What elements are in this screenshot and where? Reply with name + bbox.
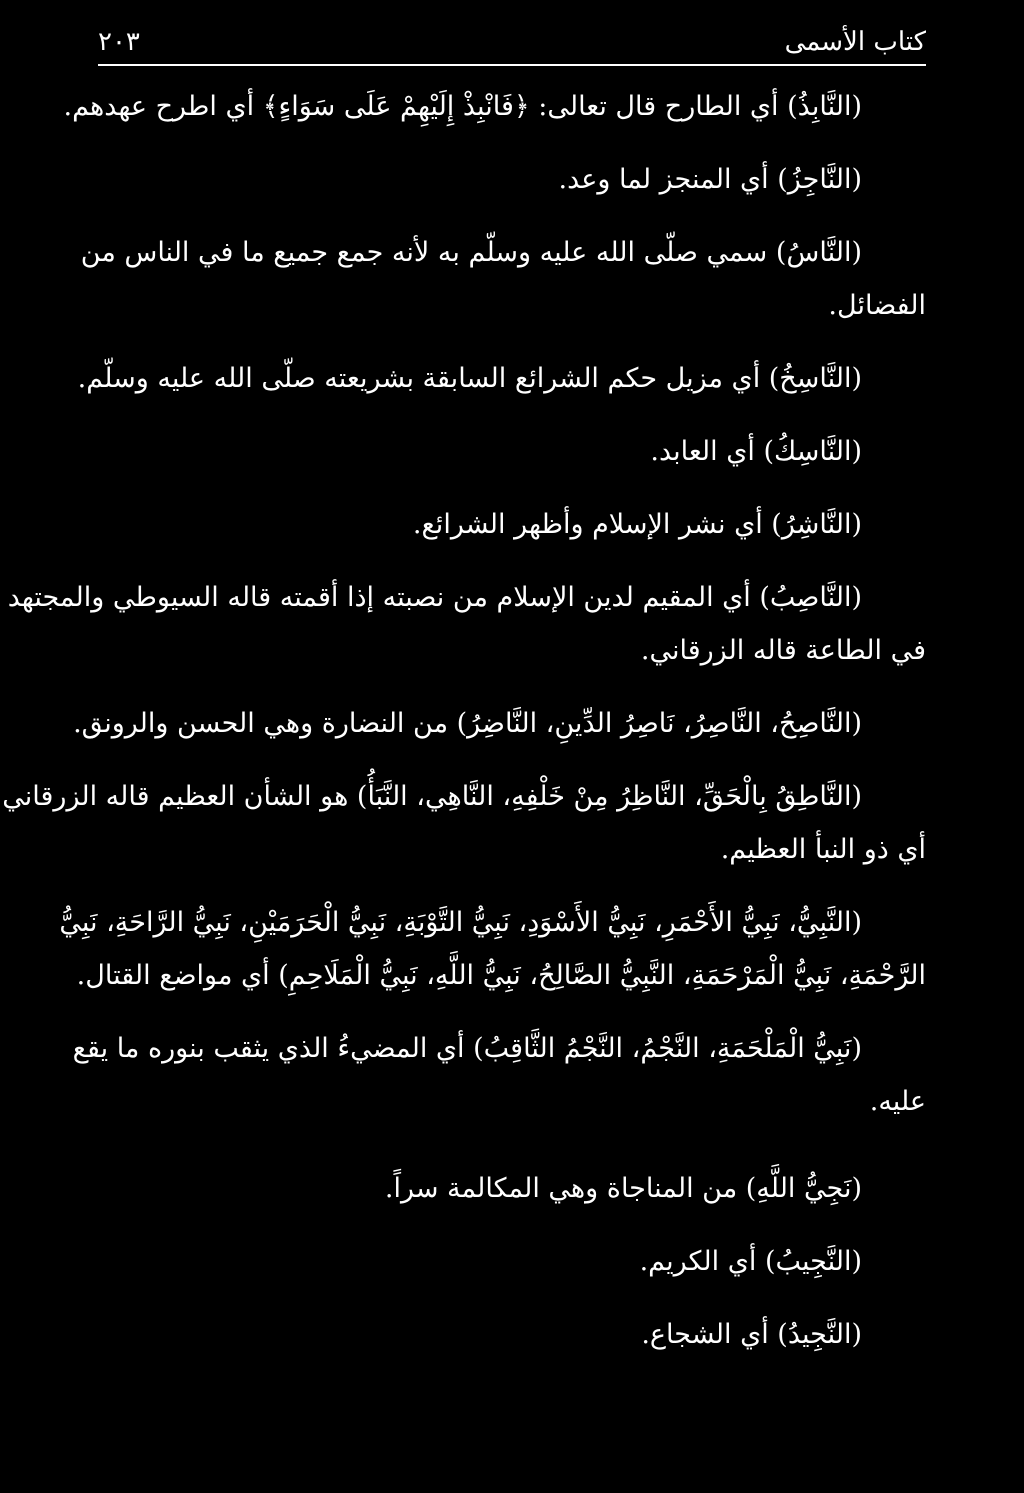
page-header	[98, 22, 926, 62]
entry-nabi-al-malhama-continued: عليه.	[869, 1086, 926, 1117]
entry-al-nasikh: (النَّاسِخُ) أي مزيل حكم الشرائع السابقة بشريعته صلّى الله عليه وسلّم.	[77, 363, 862, 394]
entry-nabi-al-malhama: (نَبِيُّ الْمَلْحَمَةِ، النَّجْمُ، النَّجْمُ الثَّاقِبُ) أي المضيءُ الذي يثقب بنوره ما يقع	[72, 1033, 862, 1064]
entry-al-najib: (النَّجِيبُ) أي الكريم.	[639, 1246, 862, 1277]
entry-al-najiz: (النَّاجِزُ) أي المنجز لما وعد.	[558, 164, 862, 195]
entry-al-najid: (النَّجِيدُ) أي الشجاع.	[641, 1319, 862, 1350]
entry-al-nas-continued: الفضائل.	[828, 290, 926, 321]
page-number: ٢٠٣	[98, 27, 140, 57]
entry-al-nashir: (النَّاشِرُ) أي نشر الإسلام وأظهر الشرائع.	[412, 509, 862, 540]
entry-al-nabi: (النَّبِيُّ، نَبِيُّ الأَحْمَرِ، نَبِيُّ الأَسْوَدِ، نَبِيُّ التَّوْبَةِ، نَبِيُّ الْحَرَمَيْنِ، نَبِيُّ الرَّاحَةِ، نَبِيُّ	[59, 907, 862, 938]
entry-al-nas: (النَّاسُ) سمي صلّى الله عليه وسلّم به لأنه جمع جميع ما في الناس من	[80, 237, 862, 268]
running-title: كتاب الأسمى	[784, 27, 926, 57]
entry-al-nasib-continued: في الطاعة قاله الزرقاني.	[640, 635, 926, 666]
entry-al-nasih: (النَّاصِحُ، النَّاصِرُ، نَاصِرُ الدِّينِ، النَّاضِرُ) من النضارة وهي الحسن والرونق.	[73, 708, 862, 739]
entry-al-natiq-continued: أي ذو النبأ العظيم.	[720, 834, 926, 865]
header-rule	[98, 64, 926, 66]
entry-naji-allah: (نَجِيُّ اللَّهِ) من المناجاة وهي المكالمة سراً.	[384, 1173, 862, 1204]
entry-al-nasib: (النَّاصِبُ) أي المقيم لدين الإسلام من نصبته إذا أقمته قاله السيوطي والمجتهد	[7, 582, 862, 613]
page-body	[2, 90, 926, 1493]
entry-al-nabidh: (النَّابِذُ) أي الطارح قال تعالى: ﴿فَانْبِذْ إِلَيْهِمْ عَلَى سَوَاءٍ﴾ أي اطرح عهدهم.	[63, 91, 862, 122]
entry-al-nasik: (النَّاسِكُ) أي العابد.	[650, 436, 862, 467]
entry-al-nabi-continued: الرَّحْمَةِ، نَبِيُّ الْمَرْحَمَةِ، النَّبِيُّ الصَّالِحُ، نَبِيُّ اللَّهِ، نَبِيُّ الْمَلَاحِمِ) أي مواضع القتال.	[76, 960, 926, 991]
entry-al-natiq: (النَّاطِقُ بِالْحَقِّ، النَّاظِرُ مِنْ خَلْفِهِ، النَّاهِي، النَّبَأُ) هو الشأن العظيم قاله الزرقاني	[2, 781, 862, 812]
